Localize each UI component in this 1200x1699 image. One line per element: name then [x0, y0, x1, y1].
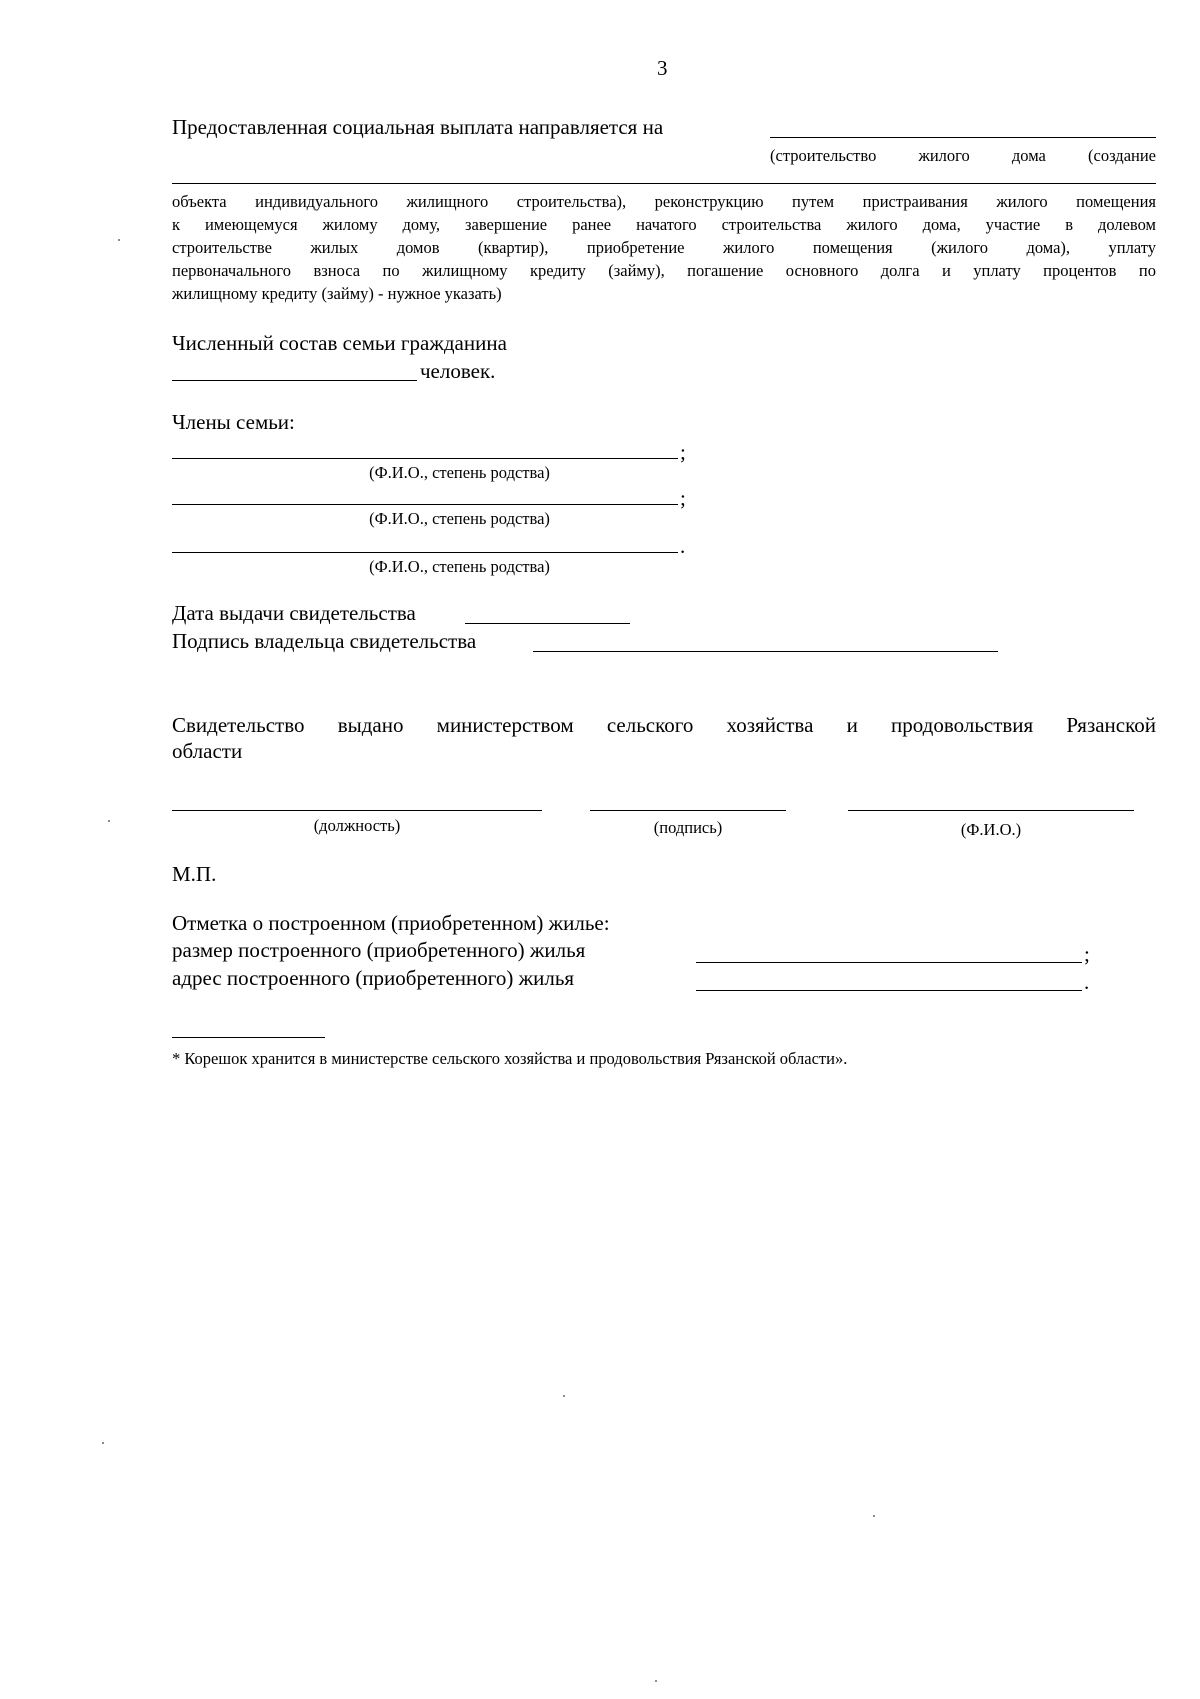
- housing-address-blank: [696, 990, 1082, 991]
- scan-speck: [873, 1515, 875, 1517]
- owner-signature-label: Подпись владельца свидетельства: [172, 629, 477, 653]
- payment-hint-line-0: (строительство жилого дома (создание: [770, 146, 1156, 165]
- footnote-separator: [172, 1037, 325, 1038]
- owner-signature-blank: [533, 651, 998, 652]
- official-position-blank: [172, 810, 542, 811]
- payment-hint-line-3: строительстве жилых домов (квартир), приобретение жилого помещения (жилого дома), уплату: [172, 238, 1156, 257]
- stamp-label: М.П.: [172, 862, 217, 886]
- housing-mark-title: Отметка о построенном (приобретенном) жилье:: [172, 911, 610, 935]
- scan-speck: [655, 1680, 657, 1682]
- family-member-blank-2: [172, 504, 678, 505]
- official-signature-caption: (подпись): [653, 818, 723, 837]
- page-number: 3: [657, 56, 668, 80]
- payment-hint-line-1: объекта индивидуального жилищного строительства), реконструкцию путем пристраивания жилого помещения: [172, 192, 1156, 211]
- payment-hint-line-4: первоначального взноса по жилищному кредиту (займу), погашение основного долга и уплату процентов по: [172, 261, 1156, 280]
- payment-hint-line-5: жилищному кредиту (займу) - нужное указать): [172, 284, 502, 303]
- issued-by-line-1: Свидетельство выдано министерством сельского хозяйства и продовольствия Рязанской: [172, 713, 1156, 737]
- family-member-blank-3: [172, 552, 678, 553]
- issue-date-blank: [465, 623, 630, 624]
- official-signature-blank: [590, 810, 786, 811]
- footnote-text: * Корешок хранится в министерстве сельского хозяйства и продовольствия Рязанской области».: [172, 1049, 848, 1068]
- housing-size-end: ;: [1084, 942, 1090, 966]
- housing-address-end: .: [1084, 970, 1090, 994]
- scan-speck: [108, 820, 110, 822]
- official-name-caption: (Ф.И.О.): [960, 820, 1022, 839]
- payment-direction-label: Предоставленная социальная выплата направляется на: [172, 115, 664, 139]
- housing-size-blank: [696, 962, 1082, 963]
- issued-by-line-2: области: [172, 739, 243, 763]
- family-member-caption-3: (Ф.И.О., степень родства): [369, 557, 550, 576]
- family-member-end-2: ;: [680, 486, 686, 510]
- family-member-caption-2: (Ф.И.О., степень родства): [369, 509, 550, 528]
- scan-speck: [563, 1395, 565, 1397]
- family-member-end-1: ;: [680, 440, 686, 464]
- family-member-end-3: .: [680, 534, 686, 558]
- payment-hint-line-2: к имеющемуся жилому дому, завершение ранее начатого строительства жилого дома, участие в долевом: [172, 215, 1156, 234]
- housing-address-label: адрес построенного (приобретенного) жилья: [172, 966, 575, 990]
- official-position-caption: (должность): [313, 816, 401, 835]
- issue-date-label: Дата выдачи свидетельства: [172, 601, 416, 625]
- payment-direction-blank-full: [172, 183, 1156, 184]
- family-size-blank: [172, 380, 417, 381]
- official-name-blank: [848, 810, 1134, 811]
- family-size-label: Численный состав семьи гражданина: [172, 331, 507, 355]
- family-size-unit: человек.: [420, 359, 496, 383]
- scan-speck: [118, 239, 120, 241]
- housing-size-label: размер построенного (приобретенного) жилья: [172, 938, 586, 962]
- family-member-caption-1: (Ф.И.О., степень родства): [369, 463, 550, 482]
- payment-direction-blank: [770, 137, 1156, 138]
- family-members-label: Члены семьи:: [172, 410, 295, 434]
- family-member-blank-1: [172, 458, 678, 459]
- scan-speck: [102, 1442, 104, 1444]
